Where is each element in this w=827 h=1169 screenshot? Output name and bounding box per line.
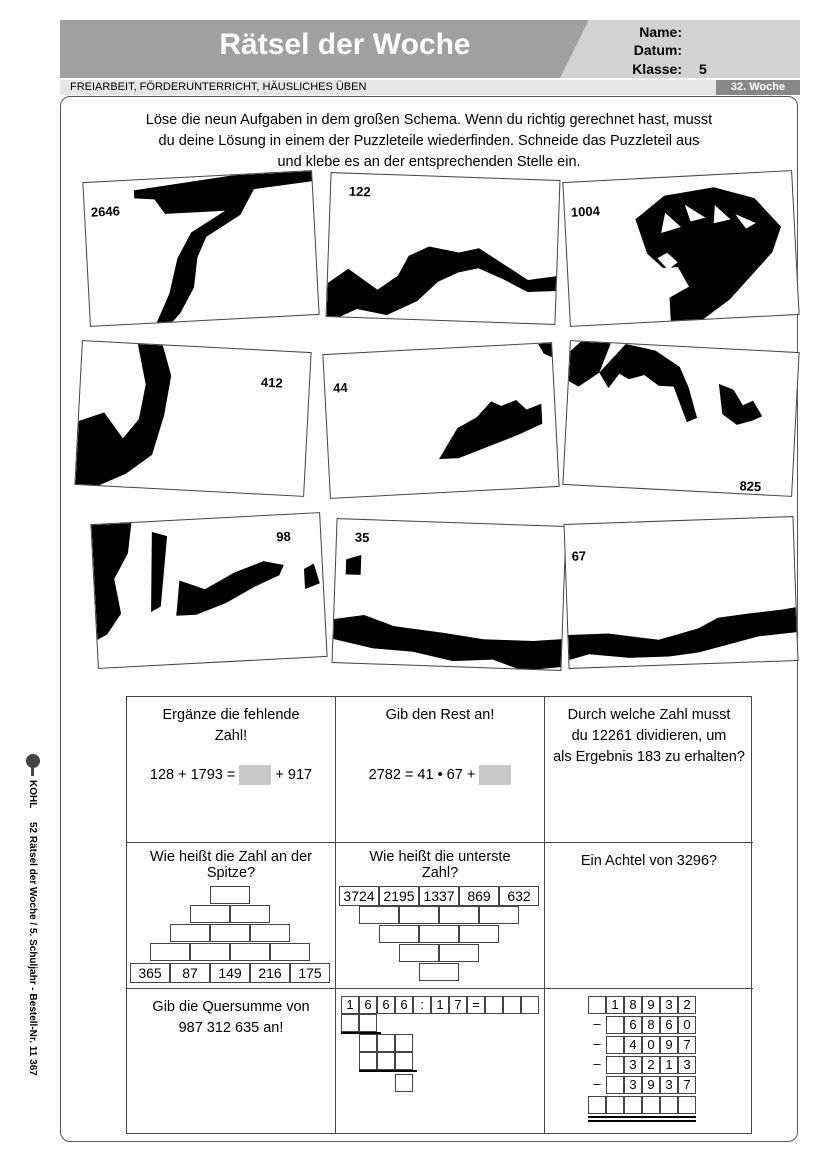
pyramid-answer[interactable] — [419, 963, 459, 981]
subtitle: FREIARBEIT, FÖRDERUNTERRICHT, HÄUSLICHES ÜBEN — [70, 81, 367, 93]
digit-cell: 2 — [678, 996, 696, 1014]
pyramid-brick[interactable] — [190, 905, 230, 923]
task-text: Wie heißt die Zahl an der — [150, 849, 312, 865]
pyramid-base: 149 — [210, 963, 250, 983]
pyramid-brick[interactable] — [210, 886, 250, 904]
task-text: Wie heißt die unterste — [369, 849, 511, 865]
digit-cell: 8 — [642, 1016, 660, 1034]
digit-cell — [606, 1056, 624, 1074]
task-cell-7 — [127, 989, 336, 1133]
task-text: Zahl? — [421, 865, 459, 881]
minus-sign: – — [593, 1016, 601, 1031]
pyramid-brick[interactable] — [270, 943, 310, 961]
answer-box[interactable] — [239, 765, 271, 785]
piece-label: 2646 — [90, 203, 121, 220]
digit-cell: 3 — [624, 1056, 642, 1074]
puzzle-piece[interactable] — [562, 340, 799, 497]
digit-cell: 8 — [624, 996, 642, 1014]
task-equation — [336, 765, 544, 786]
pyramid-top: 1337 — [419, 886, 459, 906]
pyramid-brick[interactable] — [379, 925, 419, 943]
division-digit: 6 — [377, 996, 395, 1014]
work-cell[interactable] — [377, 1034, 395, 1052]
piece-label: 44 — [332, 379, 348, 396]
task-text: als Ergebnis 183 zu erhalten? — [553, 749, 745, 765]
digit-cell: 3 — [678, 1056, 696, 1074]
pyramid-top: 2195 — [379, 886, 419, 906]
puzzle-shape — [91, 513, 327, 669]
puzzle-piece[interactable] — [564, 516, 799, 669]
work-cell[interactable] — [377, 1052, 395, 1070]
puzzle-piece[interactable] — [332, 518, 567, 671]
digit-cell: 1 — [660, 1056, 678, 1074]
task-equation — [127, 765, 335, 786]
pyramid-brick[interactable] — [359, 906, 399, 924]
digit-cell: 3 — [624, 1076, 642, 1094]
work-cell[interactable] — [359, 1034, 377, 1052]
division-digit: 7 — [449, 996, 467, 1014]
work-cell[interactable] — [395, 1074, 413, 1092]
minus-sign: – — [593, 1036, 601, 1051]
page-title: Rätsel der Woche — [219, 28, 471, 61]
work-cell[interactable] — [395, 1052, 413, 1070]
pyramid-top: 632 — [499, 886, 539, 906]
digit-cell: 4 — [624, 1036, 642, 1054]
intro-line: du deine Lösung in einem der Puzzleteile wiederfinden. Schneide das Puzzleteil aus — [158, 133, 700, 149]
task-text: Ergänze die fehlende — [162, 707, 300, 723]
answer-box[interactable] — [479, 765, 511, 785]
task-text: du 12261 dividieren, um — [571, 728, 727, 744]
class-value: 5 — [699, 61, 707, 77]
digit-cell: 6 — [624, 1016, 642, 1034]
pyramid-brick[interactable] — [170, 924, 210, 942]
answer-cell[interactable] — [485, 996, 503, 1014]
answer-cell[interactable] — [624, 1096, 642, 1114]
puzzle-piece[interactable] — [82, 170, 319, 327]
pyramid-brick[interactable] — [150, 943, 190, 961]
minus-sign: – — [593, 1056, 601, 1071]
answer-cell[interactable] — [642, 1096, 660, 1114]
piece-label: 825 — [739, 478, 762, 495]
week-badge: 32. Woche — [716, 80, 800, 95]
work-cell[interactable] — [395, 1034, 413, 1052]
puzzle-piece[interactable] — [90, 512, 327, 669]
pyramid-brick[interactable] — [230, 905, 270, 923]
piece-label: 35 — [354, 529, 370, 546]
equation-right: + 917 — [275, 767, 313, 783]
name-label: Name: — [639, 24, 682, 40]
result-line — [588, 1116, 696, 1118]
division-sign: : — [413, 996, 431, 1014]
puzzle-shape — [83, 171, 319, 327]
digit-cell: 7 — [678, 1036, 696, 1054]
digit-cell: 9 — [642, 996, 660, 1014]
piece-label: 412 — [260, 374, 284, 391]
digit-cell — [606, 1016, 624, 1034]
pyramid-brick[interactable] — [230, 943, 270, 961]
answer-cell[interactable] — [660, 1096, 678, 1114]
answer-cell[interactable] — [606, 1096, 624, 1114]
answer-cell[interactable] — [678, 1096, 696, 1114]
puzzle-shape — [323, 343, 559, 499]
task-text: Gib die Quersumme von — [152, 999, 310, 1015]
digit-cell: 3 — [660, 1076, 678, 1094]
digit-cell: 3 — [660, 996, 678, 1014]
work-cell[interactable] — [341, 1014, 359, 1032]
equals-sign: = — [467, 996, 485, 1014]
digit-cell: 9 — [660, 1036, 678, 1054]
digit-cell: 0 — [642, 1036, 660, 1054]
digit-cell: 6 — [660, 1016, 678, 1034]
result-line — [588, 1120, 696, 1122]
piece-label: 122 — [348, 183, 371, 200]
division-digit: 1 — [431, 996, 449, 1014]
division-digit: 6 — [395, 996, 413, 1014]
pyramid-brick[interactable] — [399, 906, 439, 924]
division-digit: 6 — [359, 996, 377, 1014]
pyramid-brick[interactable] — [399, 944, 439, 962]
work-cell[interactable] — [359, 1052, 377, 1070]
date-label: Datum: — [633, 42, 682, 58]
pyramid-brick[interactable] — [210, 924, 250, 942]
publisher-name: KOHL — [27, 780, 38, 809]
puzzle-shape — [563, 171, 799, 327]
piece-label: 98 — [275, 528, 292, 545]
digit-cell — [606, 1076, 624, 1094]
piece-label: 67 — [571, 548, 587, 564]
subtraction-line — [359, 1070, 417, 1072]
task-text: Spitze? — [206, 865, 256, 881]
publisher-info: 52 Rätsel der Woche / 5. Schuljahr - Bestell-Nr. 11 367 — [27, 822, 38, 1076]
pyramid-brick[interactable] — [250, 924, 290, 942]
pyramid-brick[interactable] — [419, 925, 459, 943]
task-cell-3 — [545, 697, 753, 843]
task-text: Gib den Rest an! — [385, 707, 495, 723]
task-text: 987 312 635 an! — [178, 1020, 284, 1036]
pyramid-brick[interactable] — [439, 906, 479, 924]
task-text: Ein Achtel von 3296? — [580, 853, 718, 869]
task-cell-1 — [127, 697, 336, 843]
digit-cell: 0 — [678, 1016, 696, 1034]
pyramid-base: 175 — [290, 963, 330, 983]
pyramid-base: 365 — [130, 963, 170, 983]
answer-cell[interactable] — [588, 1096, 606, 1114]
intro-text — [90, 110, 768, 173]
pyramid-base: 216 — [250, 963, 290, 983]
equation-left: 128 + 1793 = — [149, 767, 236, 783]
publisher-logo — [18, 752, 44, 778]
digit-cell: 2 — [642, 1056, 660, 1074]
puzzle-piece[interactable] — [326, 172, 561, 325]
pyramid-brick[interactable] — [439, 944, 479, 962]
pyramid-base: 87 — [170, 963, 210, 983]
digit-cell — [588, 996, 606, 1014]
equation-left: 2782 = 41 • 67 + — [368, 767, 476, 783]
pyramid-top: 869 — [459, 886, 499, 906]
pyramid-brick[interactable] — [459, 925, 499, 943]
task-text: Zahl! — [214, 728, 248, 744]
answer-cell[interactable] — [503, 996, 521, 1014]
minus-sign: – — [593, 1076, 601, 1091]
puzzle-shape — [563, 341, 799, 497]
digit-cell: 7 — [678, 1076, 696, 1094]
intro-line: und klebe es an der entsprechenden Stelle ein. — [277, 154, 581, 170]
pyramid-top: 3724 — [339, 886, 379, 906]
piece-label: 1004 — [570, 203, 601, 220]
tree-icon — [18, 752, 44, 778]
digit-cell — [606, 1036, 624, 1054]
pyramid-brick[interactable] — [479, 906, 519, 924]
task-cell-6 — [545, 843, 753, 989]
work-cell[interactable] — [359, 1014, 377, 1032]
digit-cell: 9 — [642, 1076, 660, 1094]
puzzle-shape — [565, 517, 799, 669]
task-cell-2 — [336, 697, 545, 843]
puzzle-piece[interactable] — [74, 340, 311, 497]
division-digit: 1 — [341, 996, 359, 1014]
class-label: Klasse: — [632, 61, 682, 77]
task-text: Durch welche Zahl musst — [567, 707, 731, 723]
pyramid-brick[interactable] — [190, 943, 230, 961]
puzzle-piece[interactable] — [562, 170, 799, 327]
answer-cell[interactable] — [521, 996, 539, 1014]
puzzle-shape — [75, 341, 311, 497]
intro-line: Löse die neun Aufgaben in dem großen Schema. Wenn du richtig gerechnet hast, musst — [145, 112, 713, 128]
puzzle-piece[interactable] — [322, 342, 559, 499]
digit-cell: 1 — [606, 996, 624, 1014]
